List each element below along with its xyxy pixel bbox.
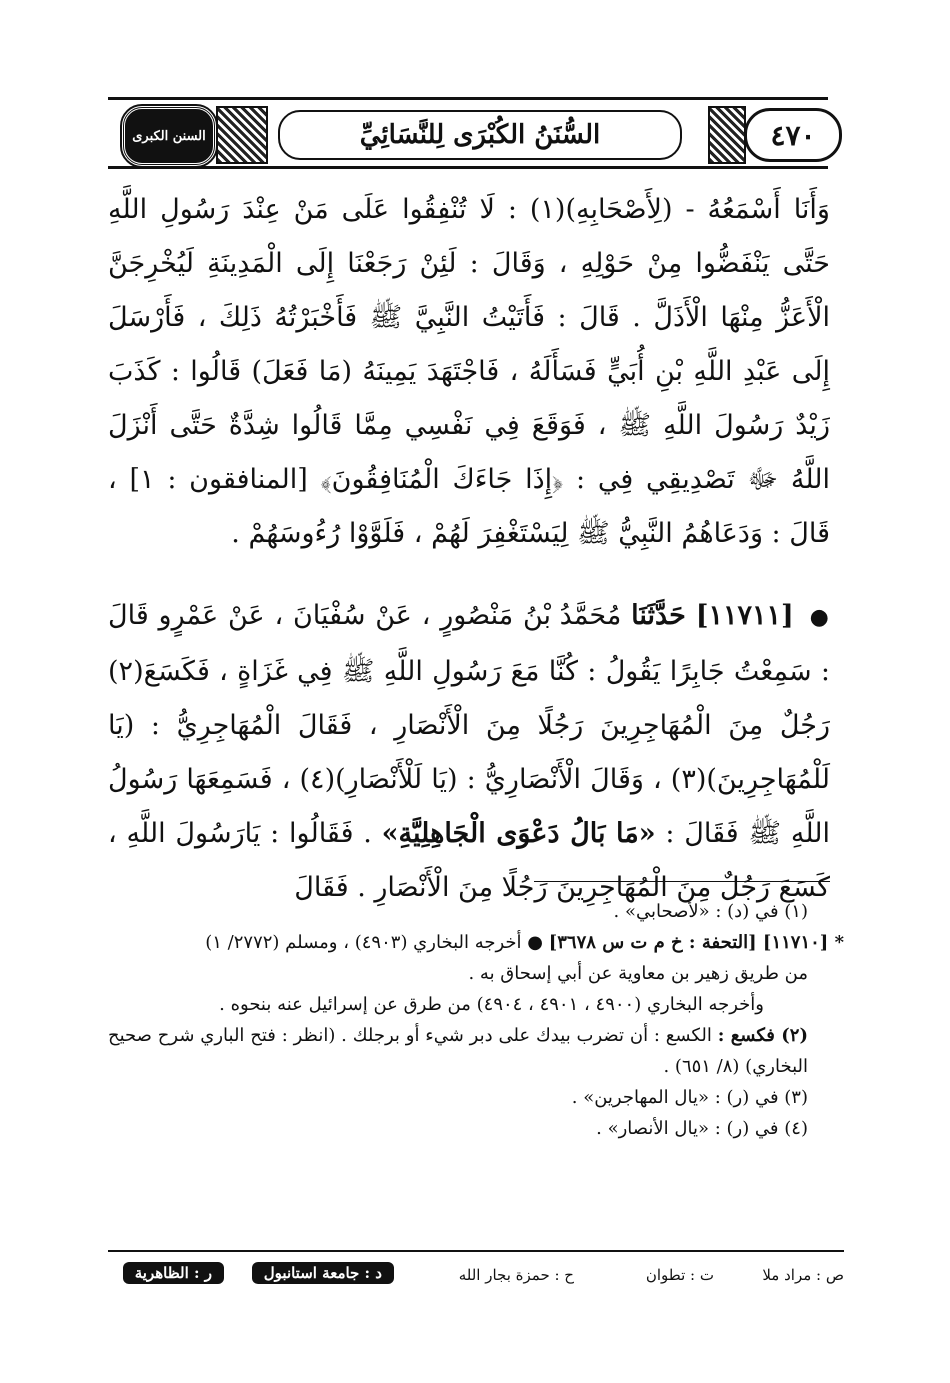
book-logo: السنن الكبرى (122, 106, 216, 166)
footnote-2 (108, 1020, 844, 1082)
manuscript-legend (108, 1262, 844, 1292)
page-number: ٤٧٠ (744, 108, 842, 162)
takhrij-head: * [١١٧١٠] [التحفة : خ م ت س ٣٦٧٨] (548, 932, 844, 953)
ornament-middle (708, 106, 746, 164)
hadith-11711 (108, 589, 830, 915)
legend-item-h: ح : حمزة بجار الله (458, 1266, 574, 1284)
legend-item-r: ر : الظاهرية (123, 1262, 224, 1284)
hadith-text-part1: مُحَمَّدُ بْنُ مَنْصُورٍ ، عَنْ سُفْيَانَ ، عَنْ عَمْرٍو قَالَ : سَمِعْتُ جَابِرًا يَقُولُ : كُنَّا مَعَ رَسُولِ اللَّهِ ﷺ فِي غَزَاةٍ ، فَكَسَعَ(٢) رَجُلٌ مِنَ الْمُهَاجِرِينَ رَجُلًا مِنَ الْأَنْصَارِ ، فَقَالَ الْمُهَاجِرِيُّ : (يَا لَلْمُهَاجِرِينَ)(٣) ، وَقَالَ الْأَنْصَارِيُّ : (يَا لَلْأَنْصَارِ)(٤) ، فَسَمِعَهَا رَسُولُ اللَّهِ ﷺ فَقَالَ : (108, 600, 830, 849)
legend-item-t: ت : تطوان (645, 1266, 714, 1284)
footnote-2-head: (٢) فكسع : (717, 1025, 808, 1046)
page-header (108, 97, 828, 169)
hadith-text-part2: . فَقَالُوا : يَارَسُولَ اللَّهِ ، كَسَعَ رَجُلٌ مِنَ الْمُهَاجِرِينَ رَجُلًا مِنَ الْأَنْصَارِ . فَقَالَ (108, 818, 830, 903)
footnote-1: (١) في (د) : «لأصحابي» . (613, 901, 808, 922)
bullet-icon: ● (809, 605, 830, 630)
hadith-number: [١١٧١١] (695, 600, 794, 631)
legend-item-s: ص : مراد ملا (762, 1266, 844, 1284)
takhrij-line-2: من طريق زهير بن معاوية عن أبي إسحاق به . (468, 963, 808, 984)
main-text (108, 183, 830, 915)
takhrij-line-3: وأخرجه البخاري (٤٩٠٠ ، ٤٩٠١ ، ٤٩٠٤) من طرق عن إسرائيل عنه بنحوه . (219, 994, 764, 1015)
paragraph-continued: وَأَنَا أَسْمَعُهُ - (لِأَصْحَابِهِ)(١) : لَا تُنْفِقُوا عَلَى مَنْ عِنْدَ رَسُولِ اللَّهِ حَتَّى يَنْفَضُّوا مِنْ حَوْلِهِ ، وَقَالَ : لَئِنْ رَجَعْنَا إِلَى الْمَدِينَةِ لَيُخْرِجَنَّ الْأَعَزُّ مِنْهَا الْأَذَلَّ . قَالَ : فَأَتَيْتُ النَّبِيَّ ﷺ فَأَخْبَرْتُهُ ذَلِكَ ، فَأَرْسَلَ إِلَى عَبْدِ اللَّهِ بْنِ أُبَيٍّ فَسَأَلَهُ ، فَاجْتَهَدَ يَمِينَهُ (مَا فَعَلَ) قَالُوا : كَذَبَ زَيْدٌ رَسُولَ اللَّهِ ﷺ ، فَوَقَعَ فِي نَفْسِي مِمَّا قَالُوا شِدَّةٌ حَتَّى أَنْزَلَ اللَّهُ ﷻ تَصْدِيقِي فِي : ﴿إِذَا جَاءَكَ الْمُنَافِقُونَ﴾ [المنافقون : ١] ، قَالَ : وَدَعَاهُمُ النَّبِيُّ ﷺ لِيَسْتَغْفِرَ لَهُمْ ، فَلَوَّوْا رُءُوسَهُمْ . (108, 194, 830, 549)
legend-divider (108, 1250, 844, 1252)
takhrij-note (108, 927, 844, 958)
footnote-2-text: الكسع : أن تضرب بيدك على دبر شيء أو برجلك . (انظر : فتح الباري شرح صحيح البخاري) (٨/ ٦٥١) . (108, 1025, 808, 1077)
footnote-divider (534, 881, 830, 882)
takhrij-text: ● أخرجه البخاري (٤٩٠٣) ، ومسلم (٢٧٧٢/ ١) (205, 932, 543, 953)
legend-item-d: د : جامعة استانبول (252, 1262, 394, 1284)
ornament-left (216, 106, 268, 164)
book-title: السُّنَنُ الكُبْرَى لِلنَّسَائِيِّ (278, 110, 682, 160)
footnote-3: (٣) في (ر) : «يال المهاجرين» . (571, 1087, 808, 1108)
hadith-prophet-quote: «مَا بَالُ دَعْوَى الْجَاهِلِيَّةِ» (381, 818, 656, 849)
hadith-lead-word: حَدَّثَنَا (631, 600, 686, 631)
footnote-4: (٤) في (ر) : «يال الأنصار» . (596, 1118, 808, 1139)
footnotes (108, 896, 844, 1144)
